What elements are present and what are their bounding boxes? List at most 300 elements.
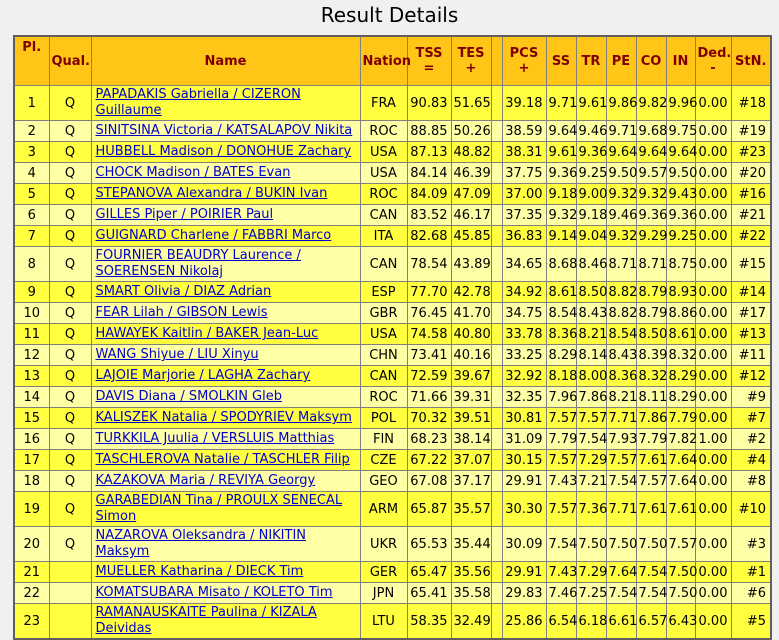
col-header-place: Pl.: [14, 36, 49, 86]
ded-minus-sign: -: [710, 61, 716, 76]
in-cell: 9.96: [666, 86, 695, 121]
ss-cell: 7.79: [546, 429, 576, 450]
ss-cell: 6.54: [546, 604, 576, 640]
qual-cell: [49, 604, 91, 640]
stn-cell: #8: [731, 471, 771, 492]
tss-cell: 84.09: [407, 184, 451, 205]
tss-cell: 76.45: [407, 303, 451, 324]
ded-cell: 0.00: [695, 86, 731, 121]
pe-cell: 8.36: [606, 366, 636, 387]
name-cell: [91, 345, 360, 366]
qual-cell: Q: [49, 303, 91, 324]
name-cell: [91, 562, 360, 583]
co-cell: 9.64: [636, 142, 666, 163]
pcs-cell: 25.86: [502, 604, 546, 640]
co-cell: 7.54: [636, 583, 666, 604]
ded-cell: 0.00: [695, 583, 731, 604]
spacer-cell: [491, 205, 502, 226]
skater-name-link[interactable]: HUBBELL Madison / DONOHUE Zachary: [95, 144, 352, 159]
tr-cell: 9.18: [576, 205, 606, 226]
table-row: [14, 345, 771, 366]
nation-cell: ROC: [360, 184, 407, 205]
qual-cell: Q: [49, 408, 91, 429]
nation-cell: ESP: [360, 282, 407, 303]
co-cell: 8.50: [636, 324, 666, 345]
qual-cell: Q: [49, 226, 91, 247]
tes-cell: 43.89: [451, 247, 491, 282]
tes-cell: 35.44: [451, 527, 491, 562]
ded-cell: 0.00: [695, 492, 731, 527]
pe-cell: 7.54: [606, 471, 636, 492]
col-header-tss: TSS =: [407, 36, 451, 86]
qual-cell: Q: [49, 324, 91, 345]
tss-cell: 87.13: [407, 142, 451, 163]
skater-name-link[interactable]: WANG Shiyue / LIU Xinyu: [95, 347, 259, 362]
co-cell: 8.11: [636, 387, 666, 408]
tes-cell: 40.80: [451, 324, 491, 345]
pcs-cell: 37.75: [502, 163, 546, 184]
tes-cell: 48.82: [451, 142, 491, 163]
tr-cell: 9.04: [576, 226, 606, 247]
tes-cell: 38.14: [451, 429, 491, 450]
spacer-cell: [491, 471, 502, 492]
tr-cell: 8.46: [576, 247, 606, 282]
tes-cell: 50.26: [451, 121, 491, 142]
tss-cell: 58.35: [407, 604, 451, 640]
table-row: [14, 282, 771, 303]
spacer-cell: [491, 142, 502, 163]
co-cell: 8.79: [636, 282, 666, 303]
pe-cell: 9.32: [606, 184, 636, 205]
tss-cell: 84.14: [407, 163, 451, 184]
pcs-cell: 30.15: [502, 450, 546, 471]
tr-cell: 7.50: [576, 527, 606, 562]
page-title: Result Details: [320, 3, 459, 27]
place-cell: 13: [14, 366, 49, 387]
co-cell: 7.61: [636, 492, 666, 527]
ss-cell: 9.61: [546, 142, 576, 163]
pcs-cell: 32.35: [502, 387, 546, 408]
in-cell: 8.29: [666, 387, 695, 408]
place-cell: 17: [14, 450, 49, 471]
tss-cell: 83.52: [407, 205, 451, 226]
tss-cell: 71.66: [407, 387, 451, 408]
tr-cell: 9.25: [576, 163, 606, 184]
pe-cell: 8.21: [606, 387, 636, 408]
table-row: [14, 562, 771, 583]
table-row: [14, 142, 771, 163]
stn-cell: #12: [731, 366, 771, 387]
place-cell: 21: [14, 562, 49, 583]
ss-cell: 9.71: [546, 86, 576, 121]
name-cell: [91, 604, 360, 640]
in-cell: 7.61: [666, 492, 695, 527]
co-cell: 9.32: [636, 184, 666, 205]
ded-cell: 0.00: [695, 324, 731, 345]
spacer-cell: [491, 282, 502, 303]
tes-cell: 45.85: [451, 226, 491, 247]
co-cell: 6.57: [636, 604, 666, 640]
tr-cell: 7.36: [576, 492, 606, 527]
nation-cell: ARM: [360, 492, 407, 527]
place-cell: 2: [14, 121, 49, 142]
co-cell: 8.71: [636, 247, 666, 282]
pcs-cell: 38.31: [502, 142, 546, 163]
in-cell: 9.36: [666, 205, 695, 226]
co-cell: 7.57: [636, 471, 666, 492]
pcs-cell: 30.30: [502, 492, 546, 527]
co-cell: 7.79: [636, 429, 666, 450]
ded-cell: 0.00: [695, 184, 731, 205]
qual-cell: Q: [49, 345, 91, 366]
qual-cell: Q: [49, 366, 91, 387]
skater-name-link[interactable]: GILLES Piper / POIRIER Paul: [95, 207, 274, 222]
qual-cell: [49, 583, 91, 604]
qual-cell: Q: [49, 527, 91, 562]
name-cell: [91, 387, 360, 408]
spacer-cell: [491, 527, 502, 562]
table-row: [14, 247, 771, 282]
nation-cell: ROC: [360, 121, 407, 142]
name-cell: [91, 366, 360, 387]
stn-cell: #10: [731, 492, 771, 527]
tes-cell: 42.78: [451, 282, 491, 303]
table-row: [14, 604, 771, 640]
skater-name-link[interactable]: MUELLER Katharina / DIECK Tim: [95, 564, 304, 579]
tes-cell: 35.58: [451, 583, 491, 604]
skater-name-link[interactable]: KOMATSUBARA Misato / KOLETO Tim: [95, 585, 333, 600]
place-cell: 18: [14, 471, 49, 492]
ded-cell: 0.00: [695, 604, 731, 640]
tss-cell: 65.53: [407, 527, 451, 562]
tes-cell: 40.16: [451, 345, 491, 366]
place-cell: 10: [14, 303, 49, 324]
table-row: [14, 303, 771, 324]
tss-cell: 67.22: [407, 450, 451, 471]
co-cell: 7.86: [636, 408, 666, 429]
col-header-spacer: [491, 36, 502, 86]
place-cell: 1: [14, 86, 49, 121]
tss-cell: 65.41: [407, 583, 451, 604]
tes-cell: 46.17: [451, 205, 491, 226]
tss-cell: 72.59: [407, 366, 451, 387]
qual-cell: Q: [49, 121, 91, 142]
qual-cell: Q: [49, 387, 91, 408]
skater-name-link[interactable]: KALISZEK Natalia / SPODYRIEV Maksym: [95, 410, 352, 425]
table-row: [14, 387, 771, 408]
ss-cell: 8.36: [546, 324, 576, 345]
col-header-name: Name: [91, 36, 360, 86]
skater-name-link[interactable]: GARABEDIAN Tina / PROULX SENECAL Simon: [95, 493, 343, 524]
ded-cell: 0.00: [695, 247, 731, 282]
pe-cell: 9.50: [606, 163, 636, 184]
stn-cell: #3: [731, 527, 771, 562]
tes-cell: 35.56: [451, 562, 491, 583]
pe-cell: 9.32: [606, 226, 636, 247]
table-row: [14, 366, 771, 387]
skater-name-link[interactable]: TURKKILA Juulia / VERSLUIS Matthias: [95, 431, 335, 446]
ss-cell: 9.18: [546, 184, 576, 205]
in-cell: 8.61: [666, 324, 695, 345]
name-cell: [91, 184, 360, 205]
in-cell: 7.64: [666, 450, 695, 471]
pe-cell: 6.61: [606, 604, 636, 640]
nation-cell: FIN: [360, 429, 407, 450]
name-cell: [91, 492, 360, 527]
name-cell: [91, 282, 360, 303]
pcs-cell: 34.75: [502, 303, 546, 324]
table-row: [14, 527, 771, 562]
nation-cell: CAN: [360, 247, 407, 282]
place-cell: 11: [14, 324, 49, 345]
pcs-cell: 30.09: [502, 527, 546, 562]
skater-name-link[interactable]: LAJOIE Marjorie / LAGHA Zachary: [95, 368, 311, 383]
stn-cell: #7: [731, 408, 771, 429]
ss-cell: 7.43: [546, 562, 576, 583]
in-cell: 8.75: [666, 247, 695, 282]
place-cell: 9: [14, 282, 49, 303]
place-cell: 4: [14, 163, 49, 184]
stn-cell: #20: [731, 163, 771, 184]
tr-cell: 9.46: [576, 121, 606, 142]
col-header-qual: Qual.: [49, 36, 91, 86]
stn-cell: #2: [731, 429, 771, 450]
ss-cell: 8.61: [546, 282, 576, 303]
place-cell: 5: [14, 184, 49, 205]
name-cell: [91, 163, 360, 184]
table-header: [14, 36, 771, 86]
nation-cell: POL: [360, 408, 407, 429]
pe-cell: 7.71: [606, 492, 636, 527]
table-row: [14, 205, 771, 226]
stn-cell: #23: [731, 142, 771, 163]
skater-name-link[interactable]: SMART Olivia / DIAZ Adrian: [95, 284, 272, 299]
ded-cell: 0.00: [695, 303, 731, 324]
skater-name-link[interactable]: NAZAROVA Oleksandra / NIKITIN Maksym: [95, 528, 307, 559]
pe-cell: 9.71: [606, 121, 636, 142]
skater-name-link[interactable]: RAMANAUSKAITE Paulina / KIZALA Deividas: [95, 605, 317, 636]
ss-cell: 7.57: [546, 450, 576, 471]
place-cell: 23: [14, 604, 49, 640]
ded-cell: 0.00: [695, 408, 731, 429]
skater-name-link[interactable]: PAPADAKIS Gabriella / CIZERON Guillaume: [95, 87, 301, 118]
pe-cell: 7.50: [606, 527, 636, 562]
tes-cell: 35.57: [451, 492, 491, 527]
tr-cell: 7.29: [576, 450, 606, 471]
col-header-pe: PE: [606, 36, 636, 86]
stn-cell: #22: [731, 226, 771, 247]
stn-cell: #15: [731, 247, 771, 282]
in-cell: 9.50: [666, 163, 695, 184]
tss-cell: 70.32: [407, 408, 451, 429]
in-cell: 8.32: [666, 345, 695, 366]
tss-cell: 90.83: [407, 86, 451, 121]
qual-cell: Q: [49, 492, 91, 527]
table-row: [14, 86, 771, 121]
tss-cell: 77.70: [407, 282, 451, 303]
pcs-cell: 33.78: [502, 324, 546, 345]
name-cell: [91, 471, 360, 492]
pcs-cell: 30.81: [502, 408, 546, 429]
skater-name-link[interactable]: STEPANOVA Alexandra / BUKIN Ivan: [95, 186, 328, 201]
pe-cell: 7.54: [606, 583, 636, 604]
co-cell: 9.82: [636, 86, 666, 121]
skater-name-link[interactable]: TASCHLEROVA Natalie / TASCHLER Filip: [95, 452, 350, 467]
tr-cell: 9.61: [576, 86, 606, 121]
name-cell: [91, 247, 360, 282]
pe-cell: 7.57: [606, 450, 636, 471]
tss-cell: 68.23: [407, 429, 451, 450]
pcs-cell: 29.91: [502, 471, 546, 492]
stn-cell: #17: [731, 303, 771, 324]
ded-cell: 1.00: [695, 429, 731, 450]
qual-cell: Q: [49, 282, 91, 303]
col-header-ded: Ded. -: [695, 36, 731, 86]
in-cell: 7.82: [666, 429, 695, 450]
stn-cell: #6: [731, 583, 771, 604]
ded-cell: 0.00: [695, 226, 731, 247]
ded-cell: 0.00: [695, 142, 731, 163]
nation-cell: CAN: [360, 205, 407, 226]
qual-cell: Q: [49, 429, 91, 450]
ss-cell: 9.32: [546, 205, 576, 226]
skater-name-link[interactable]: CHOCK Madison / BATES Evan: [95, 165, 291, 180]
pcs-cell: 29.83: [502, 583, 546, 604]
place-cell: 14: [14, 387, 49, 408]
co-cell: 8.79: [636, 303, 666, 324]
pcs-cell: 31.09: [502, 429, 546, 450]
skater-name-link[interactable]: SINITSINA Victoria / KATSALAPOV Nikita: [95, 123, 353, 138]
skater-name-link[interactable]: GUIGNARD Charlene / FABBRI Marco: [95, 228, 332, 243]
ss-cell: 9.64: [546, 121, 576, 142]
spacer-cell: [491, 163, 502, 184]
tr-cell: 8.21: [576, 324, 606, 345]
name-cell: [91, 583, 360, 604]
col-header-pcs: PCS +: [502, 36, 546, 86]
stn-cell: #13: [731, 324, 771, 345]
ss-cell: 7.54: [546, 527, 576, 562]
ss-cell: 8.18: [546, 366, 576, 387]
skater-name-link[interactable]: KAZAKOVA Maria / REVIYA Georgy: [95, 473, 316, 488]
tes-cell: 39.67: [451, 366, 491, 387]
pcs-cell: 34.92: [502, 282, 546, 303]
place-cell: 20: [14, 527, 49, 562]
stn-cell: #21: [731, 205, 771, 226]
place-cell: 12: [14, 345, 49, 366]
stn-cell: #11: [731, 345, 771, 366]
name-cell: [91, 142, 360, 163]
in-cell: 7.50: [666, 583, 695, 604]
col-header-tes: TES +: [451, 36, 491, 86]
skater-name-link[interactable]: DAVIS Diana / SMOLKIN Gleb: [95, 389, 282, 404]
tr-cell: 7.29: [576, 562, 606, 583]
tr-cell: 6.18: [576, 604, 606, 640]
table-row: [14, 583, 771, 604]
pe-cell: 7.93: [606, 429, 636, 450]
place-cell: 16: [14, 429, 49, 450]
skater-name-link[interactable]: FOURNIER BEAUDRY Laurence / SOERENSEN Nikolaj: [95, 248, 301, 279]
tr-cell: 7.54: [576, 429, 606, 450]
qual-cell: Q: [49, 205, 91, 226]
ss-cell: 8.29: [546, 345, 576, 366]
name-cell: [91, 205, 360, 226]
pe-cell: 9.86: [606, 86, 636, 121]
nation-cell: CHN: [360, 345, 407, 366]
tss-cell: 67.08: [407, 471, 451, 492]
pe-cell: 9.46: [606, 205, 636, 226]
nation-cell: LTU: [360, 604, 407, 640]
ss-cell: 7.57: [546, 492, 576, 527]
tr-cell: 9.00: [576, 184, 606, 205]
table-row: [14, 408, 771, 429]
tes-cell: 39.31: [451, 387, 491, 408]
co-cell: 8.39: [636, 345, 666, 366]
nation-cell: GER: [360, 562, 407, 583]
in-cell: 7.57: [666, 527, 695, 562]
ded-cell: 0.00: [695, 366, 731, 387]
ss-cell: 7.96: [546, 387, 576, 408]
pe-cell: 8.82: [606, 282, 636, 303]
skater-name-link[interactable]: FEAR Lilah / GIBSON Lewis: [95, 305, 268, 320]
pe-cell: 9.64: [606, 142, 636, 163]
pe-cell: 8.82: [606, 303, 636, 324]
ded-cell: 0.00: [695, 205, 731, 226]
name-cell: [91, 303, 360, 324]
tss-equals-sign: =: [423, 61, 435, 76]
header-row: [14, 36, 771, 86]
table-row: [14, 429, 771, 450]
co-cell: 7.61: [636, 450, 666, 471]
spacer-cell: [491, 450, 502, 471]
spacer-cell: [491, 86, 502, 121]
ded-cell: 0.00: [695, 471, 731, 492]
name-cell: [91, 429, 360, 450]
ded-cell: 0.00: [695, 345, 731, 366]
tss-cell: 88.85: [407, 121, 451, 142]
stn-cell: #18: [731, 86, 771, 121]
pcs-cell: 37.35: [502, 205, 546, 226]
tss-cell: 78.54: [407, 247, 451, 282]
ss-cell: 8.54: [546, 303, 576, 324]
tr-cell: 9.36: [576, 142, 606, 163]
stn-cell: #1: [731, 562, 771, 583]
nation-cell: GBR: [360, 303, 407, 324]
table-row: [14, 184, 771, 205]
name-cell: [91, 226, 360, 247]
nation-cell: JPN: [360, 583, 407, 604]
nation-cell: UKR: [360, 527, 407, 562]
tr-cell: 7.25: [576, 583, 606, 604]
qual-cell: Q: [49, 142, 91, 163]
spacer-cell: [491, 121, 502, 142]
ss-cell: 7.46: [546, 583, 576, 604]
co-cell: 8.32: [636, 366, 666, 387]
table-row: [14, 492, 771, 527]
stn-cell: #19: [731, 121, 771, 142]
pcs-cell: 39.18: [502, 86, 546, 121]
in-cell: 9.64: [666, 142, 695, 163]
in-cell: 6.43: [666, 604, 695, 640]
nation-cell: USA: [360, 163, 407, 184]
ded-cell: 0.00: [695, 121, 731, 142]
pe-cell: 8.71: [606, 247, 636, 282]
spacer-cell: [491, 226, 502, 247]
tes-cell: 46.39: [451, 163, 491, 184]
stn-cell: #16: [731, 184, 771, 205]
ded-cell: 0.00: [695, 562, 731, 583]
tes-cell: 32.49: [451, 604, 491, 640]
skater-name-link[interactable]: HAWAYEK Kaitlin / BAKER Jean-Luc: [95, 326, 319, 341]
